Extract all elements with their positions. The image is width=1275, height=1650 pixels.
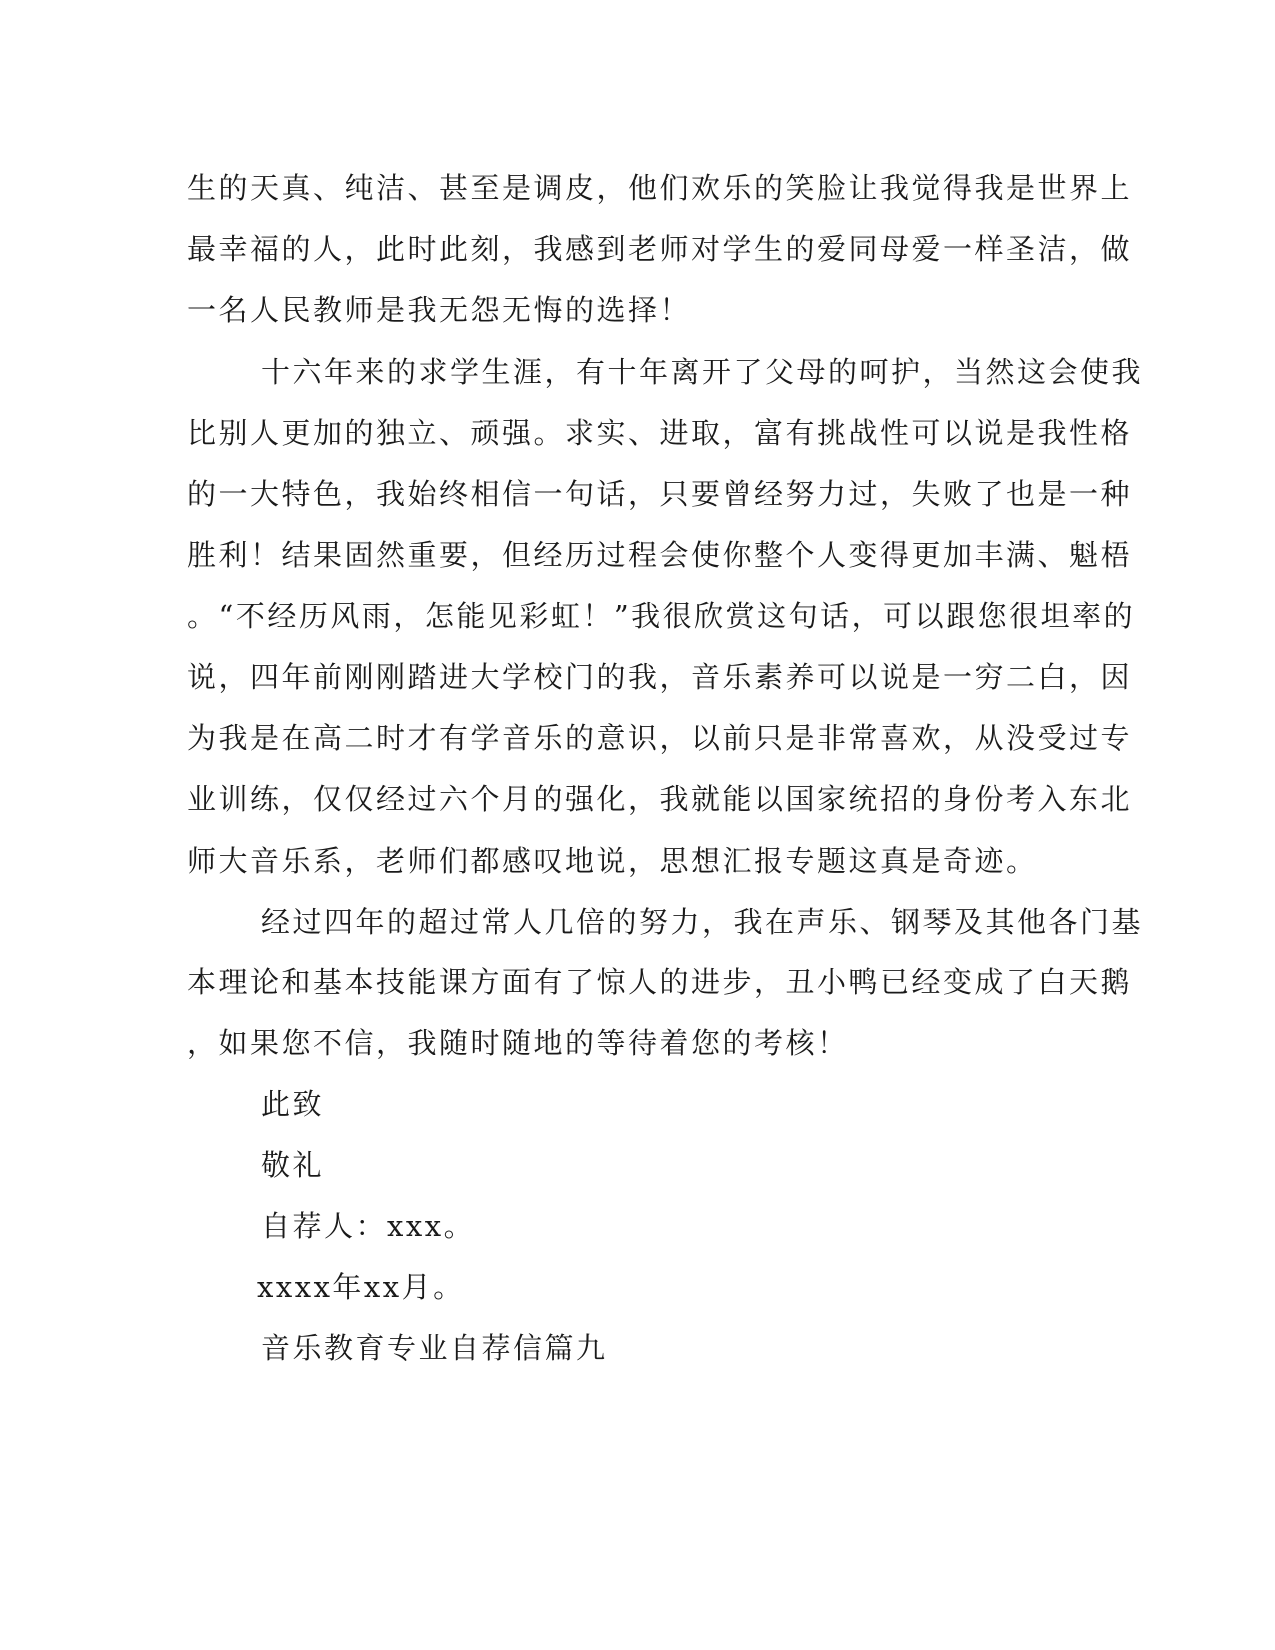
paragraph-line: 为我是在高二时才有学音乐的意识，以前只是非常喜欢，从没受过专 xyxy=(187,721,1133,755)
paragraph-line: 的一大特色，我始终相信一句话，只要曾经努力过，失败了也是一种 xyxy=(187,477,1133,511)
closing-regards: 敬礼 xyxy=(261,1148,325,1182)
section-heading: 音乐教育专业自荐信篇九 xyxy=(261,1331,608,1365)
paragraph-line: 最幸福的人，此时此刻，我感到老师对学生的爱同母爱一样圣洁，做 xyxy=(187,232,1133,266)
paragraph-line: 比别人更加的独立、顽强。求实、进取，富有挑战性可以说是我性格 xyxy=(187,416,1133,450)
paragraph-line: 说，四年前刚刚踏进大学校门的我，音乐素养可以说是一穷二白，因 xyxy=(187,660,1133,694)
closing-salutation: 此致 xyxy=(261,1087,325,1121)
paragraph-line: 本理论和基本技能课方面有了惊人的进步，丑小鸭已经变成了白天鹅 xyxy=(187,965,1133,999)
paragraph-line: 业训练，仅仅经过六个月的强化，我就能以国家统招的身份考入东北 xyxy=(187,782,1133,816)
date-line: xxxx年xx月。 xyxy=(257,1270,465,1304)
paragraph-line: ，如果您不信，我随时随地的等待着您的考核！ xyxy=(187,1026,849,1060)
paragraph-line: 胜利！结果固然重要，但经历过程会使你整个人变得更加丰满、魁梧 xyxy=(187,538,1133,572)
paragraph-line: 生的天真、纯洁、甚至是调皮，他们欢乐的笑脸让我觉得我是世界上 xyxy=(187,171,1133,205)
paragraph-line: 师大音乐系，老师们都感叹地说，思想汇报专题这真是奇迹。 xyxy=(187,844,1038,878)
paragraph-line: 十六年来的求学生涯，有十年离开了父母的呵护，当然这会使我 xyxy=(261,355,1144,389)
paragraph-line: 。“不经历风雨，怎能见彩虹！”我很欣赏这句话，可以跟您很坦率的 xyxy=(187,599,1136,633)
paragraph-line: 经过四年的超过常人几倍的努力，我在声乐、钢琴及其他各门基 xyxy=(261,905,1144,939)
signature-line: 自荐人：xxx。 xyxy=(261,1209,476,1243)
paragraph-line: 一名人民教师是我无怨无悔的选择！ xyxy=(187,293,692,327)
